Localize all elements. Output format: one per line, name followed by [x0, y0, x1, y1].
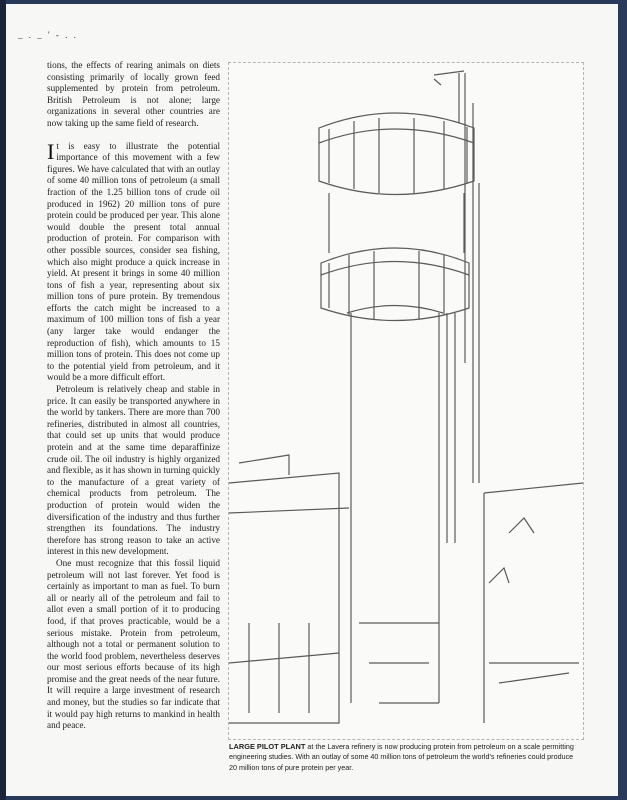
- lower-drum: [321, 248, 469, 321]
- figure-caption: [229, 742, 579, 773]
- caption-lead: LARGE PILOT PLANT: [229, 742, 306, 751]
- pilot-plant-photo: [228, 62, 584, 740]
- right-building: [484, 483, 583, 723]
- article-paragraph-4: One must recognize that this fossil liquid petroleum will not last forever. Yet food is certainly as important to man as fuel. To burn all or nearly all of the petroleum and fail to allot even a small portion of it to producing food, if that proves practicable, would be a serious mistake. Protein from petroleum, although not a total or permanent solution to the world food problem, nevertheless deserves our most serious efforts because of its high promise and the great needs of the near future. It will require a large investment of research and money, but the studies so far indicate that it would pay high returns to mankind in health and peace.: [47, 557, 220, 731]
- page: [6, 4, 618, 796]
- article-paragraph-1: tions, the effects of rearing animals on diets consisting primarily of locally grown feed supplemented by protein from petroleum. British Petroleum is not alone; large organizations in several other countries are now taking up the same field of research.: [47, 60, 220, 128]
- article-column: [47, 60, 220, 732]
- upper-shaft: [329, 193, 464, 253]
- article-paragraph-3: Petroleum is relatively cheap and stable in price. It can easily be transported anywhere in the world by tankers. There are more than 700 refineries, distributed in almost all countries, that could set up units that would produce protein and at the same time deparaffinize crude oil. The oil industry is highly organized and flexible, as it has shown in turning quickly to the manufacture of a great variety of chemical products from petroleum. The production of protein would widen the diversification of the industry and thus further strengthen its foundations. The industry therefore has strong reason to take an active interest in this new development.: [47, 384, 220, 557]
- scan-corner-marks: _ . _ ' - . .: [18, 30, 78, 40]
- refinery-tower-illustration: [229, 63, 583, 739]
- caption-text: at the Lavera refinery is now producing protein from petroleum on a scale permitting engineering studies. With an outlay of some 40 million tons of petroleum the world's refineries could produce 20 million tons of pure protein per year.: [229, 742, 574, 772]
- article-paragraph-2: It is easy to illustrate the potential importance of this movement with a few figures. We have calculated that with an outlay of some 40 million tons of petroleum (a small fraction of the 1.25 billion tons of crude oil produced in 1962) 20 million tons of pure protein could be produced per year. This alone would double the present total annual production of protein. For comparison with other possible sources, consider sea fishing, which also might produce a quick increase in yield. At present it brings in some 40 million tons of fish a year, representing about six million tons of pure protein. By tremendous efforts the catch might be increased to a maximum of 100 million tons of fish a year (any larger take would endanger the reproduction of fish), which amounts to 15 million tons of protein. This does not come up to the potential yield from petroleum, and it would be a more difficult effort.: [47, 138, 220, 383]
- upper-drum: [319, 113, 474, 195]
- tower-column: [351, 313, 439, 703]
